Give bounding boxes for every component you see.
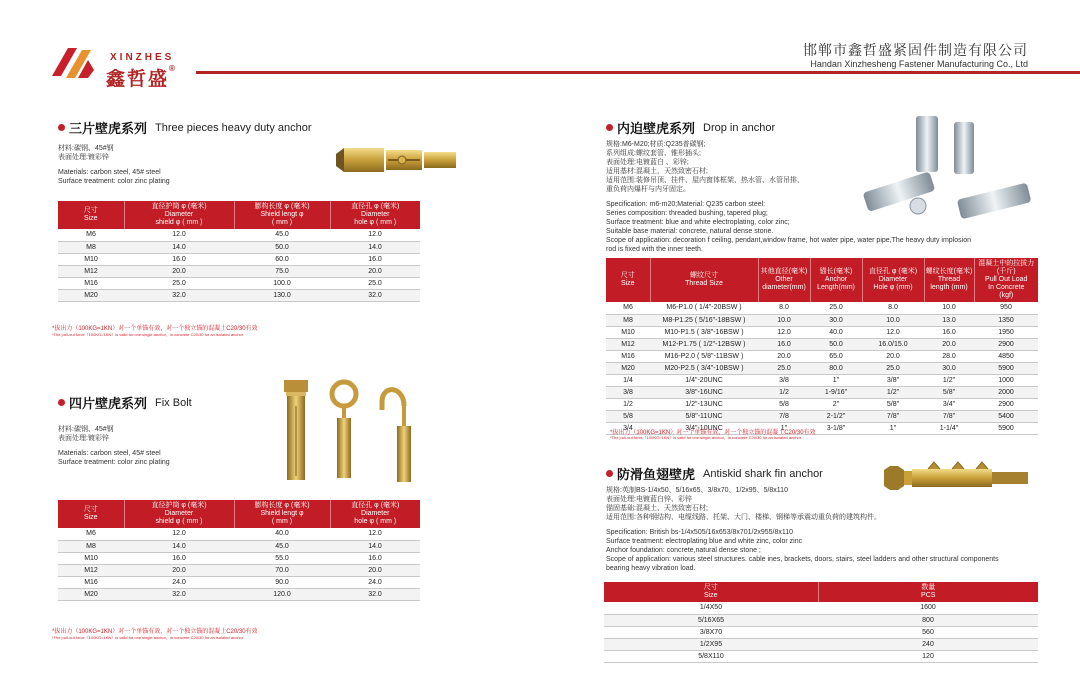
- table-cell: 14.0: [124, 241, 234, 253]
- drop-in-spec-table: [606, 258, 1038, 435]
- table-cell: M8-P1.25 ( 5/16"-18BSW ): [650, 314, 758, 326]
- table-cell: 800: [818, 614, 1038, 626]
- header-pcs: [818, 582, 1038, 602]
- table-cell: 45.0: [234, 540, 330, 552]
- table-cell: 12.0: [124, 229, 234, 241]
- table-cell: 2-1/2": [810, 410, 862, 422]
- table-cell: 10.0: [758, 314, 810, 326]
- section-title-en: Fix Bolt: [155, 396, 192, 409]
- registered-mark: ®: [169, 64, 177, 73]
- table-cell: M16: [606, 350, 650, 362]
- header-shield-length: [234, 201, 330, 229]
- text-line: 其他直径(毫米): [760, 268, 808, 275]
- bullet-icon: [58, 124, 65, 131]
- table-cell: 1/2: [758, 386, 810, 398]
- text-line: PCS: [921, 592, 936, 599]
- text-line: Anchor: [824, 276, 848, 283]
- header-other-diameter: [758, 258, 810, 302]
- table-cell: 16.0: [124, 253, 234, 265]
- desc-line: 系列组成:螺纹套管、锥形插头;: [606, 150, 701, 157]
- table-cell: 2900: [974, 398, 1038, 410]
- table-cell: 30.0: [924, 362, 974, 374]
- table-cell: 16.0: [330, 253, 420, 265]
- desc-line: Surface treatment: color zinc plating: [58, 459, 170, 466]
- table-cell: 30.0: [810, 314, 862, 326]
- text-line: 螺纹尺寸: [690, 272, 718, 279]
- desc-line: 材料:碳钢、45#钢: [58, 145, 114, 152]
- table-cell: 20.0: [330, 265, 420, 277]
- table-row: [606, 362, 1038, 374]
- table-cell: 5/16X65: [604, 614, 818, 626]
- text-line: Thread Size: [685, 280, 723, 287]
- text-line: Pull Out Load: [985, 276, 1028, 283]
- table-cell: 24.0: [330, 576, 420, 588]
- table-cell: 8.0: [758, 302, 810, 314]
- table-header-row: [58, 500, 420, 528]
- table-cell: 1": [758, 422, 810, 434]
- header-thread-length: [924, 258, 974, 302]
- section-title-cn: 内迫壁虎系列: [617, 121, 696, 136]
- table-row: [58, 576, 420, 588]
- table-cell: 14.0: [330, 540, 420, 552]
- table-cell: 16.0: [758, 338, 810, 350]
- text-line: 直径孔 φ (毫米): [351, 502, 400, 509]
- table-cell: 1000: [974, 374, 1038, 386]
- table-cell: 50.0: [810, 338, 862, 350]
- desc-line: Materials: carbon steel, 45# steel: [58, 169, 161, 176]
- table-cell: M8: [58, 241, 124, 253]
- table-cell: 25.0: [862, 362, 924, 374]
- table-row: [58, 564, 420, 576]
- pull-out-note-en: *The pull-out force（100KG=1KN）is valid for one single anchor，in concrete C20/30 for an isolated anchor: [610, 435, 802, 440]
- logo-latin-text: XINZHES: [110, 52, 175, 63]
- table-row: [58, 253, 420, 265]
- table-cell: 2000: [974, 386, 1038, 398]
- desc-line: 适用基材:混凝土，天然致密石材;: [606, 168, 708, 175]
- table-cell: 1/4"-20UNC: [650, 374, 758, 386]
- logo-chinese-text: 鑫哲盛®: [106, 64, 177, 90]
- table-row: [606, 374, 1038, 386]
- table-cell: 80.0: [810, 362, 862, 374]
- table-cell: 25.0: [330, 277, 420, 289]
- table-cell: 10.0: [924, 302, 974, 314]
- header-pull-out-load: [974, 258, 1038, 302]
- table-cell: 1-1/4": [924, 422, 974, 434]
- text-line: 尺寸: [83, 207, 98, 214]
- desc-line: 锚固基础:混凝土、天然致密石材;: [606, 505, 708, 512]
- table-cell: 7/8: [758, 410, 810, 422]
- table-cell: 1/2"-13UNC: [650, 398, 758, 410]
- table-cell: 2900: [974, 338, 1038, 350]
- company-name-english: Handan Xinzhesheng Fastener Manufacturing Co., Ltd: [810, 59, 1028, 69]
- desc-line: 表面处理:电镀蓝白 、彩锌;: [606, 159, 689, 166]
- table-cell: 20.0: [924, 338, 974, 350]
- desc-line: Specification: British bs-1/4x505/16x653/8x701/2x955/8x110: [606, 529, 794, 536]
- desc-line: 规格:M6-M20;材质:Q235普碳钢;: [606, 141, 706, 148]
- table-cell: 1": [810, 374, 862, 386]
- fix-bolt-spec-table: [58, 500, 420, 601]
- desc-line: Anchor foundation: concrete,natural dense stone ;: [606, 547, 761, 554]
- table-row: [604, 614, 1038, 626]
- text-line: 混凝土中的拉拔力(千斤): [978, 260, 1035, 275]
- company-logo-icon: [48, 42, 98, 84]
- text-line: Shield lengt φ: [260, 510, 304, 517]
- fix-bolt-anchors-image: [276, 376, 436, 496]
- header-thread-size: [650, 258, 758, 302]
- section-title-cn: 三片壁虎系列: [69, 121, 148, 136]
- table-cell: 2": [810, 398, 862, 410]
- table-row: [606, 314, 1038, 326]
- table-cell: M20: [58, 588, 124, 600]
- table-cell: 32.0: [124, 588, 234, 600]
- text-line: 直径孔 φ (毫米): [351, 203, 400, 210]
- table-cell: 8.0: [862, 302, 924, 314]
- table-cell: 20.0: [758, 350, 810, 362]
- table-row: [604, 602, 1038, 614]
- table-cell: 32.0: [330, 289, 420, 301]
- company-name-chinese: 邯郸市鑫哲盛紧固件制造有限公司: [803, 42, 1028, 58]
- table-cell: M12: [58, 564, 124, 576]
- table-cell: M6: [58, 528, 124, 540]
- header-diameter-shield: [124, 500, 234, 528]
- section-title-en: Drop in anchor: [703, 121, 776, 134]
- pull-out-note-cn: *拔出力（100KG=1KN）对一个单锚有效，对一个独立锚的混凝土C20/30有效: [52, 326, 258, 332]
- table-cell: 100.0: [234, 277, 330, 289]
- table-cell: 12.0: [862, 326, 924, 338]
- table-cell: 3/8X70: [604, 626, 818, 638]
- table-row: [606, 398, 1038, 410]
- text-line: 尺寸: [620, 272, 635, 279]
- table-cell: M10: [58, 552, 124, 564]
- table-header-row: [604, 582, 1038, 602]
- desc-line: Series composition: threaded bushing, tapered plug;: [606, 210, 768, 217]
- text-line: 螺纹长度(毫米): [925, 268, 973, 275]
- table-row: [58, 588, 420, 600]
- table-cell: 5/8: [606, 410, 650, 422]
- table-cell: 1/2": [924, 374, 974, 386]
- table-cell: 16.0/15.0: [862, 338, 924, 350]
- table-cell: 1950: [974, 326, 1038, 338]
- table-cell: 1/2: [606, 398, 650, 410]
- text-line: Size: [620, 280, 635, 287]
- table-cell: 70.0: [234, 564, 330, 576]
- header-diameter-hole: [330, 201, 420, 229]
- table-cell: 1-9/16": [810, 386, 862, 398]
- desc-line: Suitable base material: concrete, natural dense stone.: [606, 228, 774, 235]
- table-row: [58, 289, 420, 301]
- section-title-en: Three pieces heavy duty anchor: [155, 121, 312, 134]
- table-cell: 1600: [818, 602, 1038, 614]
- table-row: [606, 350, 1038, 362]
- header-size: [606, 258, 650, 302]
- table-cell: 32.0: [124, 289, 234, 301]
- table-cell: 5400: [974, 410, 1038, 422]
- table-cell: 28.0: [924, 350, 974, 362]
- text-line: hole φ ( mm ): [354, 219, 397, 226]
- table-cell: 16.0: [124, 552, 234, 564]
- text-line: length (mm): [930, 284, 968, 291]
- table-cell: 1/2X95: [604, 638, 818, 650]
- text-line: Diameter: [164, 510, 194, 517]
- table-cell: 950: [974, 302, 1038, 314]
- desc-line: 规格:英制BS-1/4x50、5/16x65、3/8x70、1/2x95、5/8x110: [606, 487, 788, 494]
- desc-line: Surface treatment: color zinc plating: [58, 178, 170, 185]
- drop-in-anchors-image: [858, 112, 1038, 222]
- text-line: ( mm ): [271, 219, 293, 226]
- text-line: Other: [775, 276, 793, 283]
- table-cell: M6: [606, 302, 650, 314]
- table-cell: 45.0: [234, 229, 330, 241]
- pull-out-note-cn: *拔出力（100KG=1KN）对一个单锚有效，对一个独立锚的混凝土C20/30有效: [52, 629, 258, 635]
- table-cell: 16.0: [330, 552, 420, 564]
- table-cell: 10.0: [862, 314, 924, 326]
- text-line: Hole φ (mm): [873, 284, 913, 291]
- desc-line: Specification: m6-m20;Material: Q235 carbon steel:: [606, 201, 766, 208]
- table-cell: 1/4X50: [604, 602, 818, 614]
- desc-line: bearing heavy vibration load.: [606, 565, 696, 572]
- desc-line: Scope of application: decoration f ceiling, pendant,window frame, hot water pipe, water pipe,The heavy duty implosion: [606, 237, 971, 244]
- table-cell: 24.0: [124, 576, 234, 588]
- header-anchor-length: [810, 258, 862, 302]
- table-cell: M20: [606, 362, 650, 374]
- table-cell: 3/4": [924, 398, 974, 410]
- table-cell: M10-P1.5 ( 3/8"-16BSW ): [650, 326, 758, 338]
- table-cell: 5/8"-11UNC: [650, 410, 758, 422]
- table-cell: 3/8"-16UNC: [650, 386, 758, 398]
- header-shield-length: [234, 500, 330, 528]
- table-cell: 120: [818, 650, 1038, 662]
- table-row: [58, 241, 420, 253]
- table-cell: 4850: [974, 350, 1038, 362]
- table-cell: 12.0: [758, 326, 810, 338]
- table-cell: 7/8": [924, 410, 974, 422]
- text-line: diameter(mm): [762, 284, 806, 291]
- table-cell: M16: [58, 277, 124, 289]
- header-size: [58, 500, 124, 528]
- table-cell: 32.0: [330, 588, 420, 600]
- table-cell: 25.0: [758, 362, 810, 374]
- text-line: Diameter: [164, 211, 194, 218]
- table-cell: 20.0: [124, 564, 234, 576]
- section-description: [58, 425, 170, 467]
- text-line: Diameter: [361, 510, 390, 517]
- table-cell: 3/8: [758, 374, 810, 386]
- text-line: Diameter: [878, 276, 908, 283]
- table-cell: M16: [58, 576, 124, 588]
- pull-out-note-en: *The pull-out force（100KG=1KN）is valid for one single anchor，in concrete C20/30 for an isolated anchor: [52, 332, 244, 337]
- table-cell: 12.0: [124, 528, 234, 540]
- table-cell: 16.0: [924, 326, 974, 338]
- text-line: 直径孔 φ (毫米): [868, 268, 918, 275]
- table-cell: 5/8": [924, 386, 974, 398]
- table-cell: 5900: [974, 362, 1038, 374]
- table-cell: 1350: [974, 314, 1038, 326]
- desc-line: Materials: carbon steel, 45# steel: [58, 450, 161, 457]
- shark-fin-spec-table: [604, 582, 1038, 663]
- table-cell: M16-P2.0 ( 5/8"-11BSW ): [650, 350, 758, 362]
- text-line: Size: [83, 215, 98, 222]
- section-title-cn: 四片壁虎系列: [69, 396, 148, 411]
- table-row: [606, 386, 1038, 398]
- desc-line: 重负荷内爆杆与内牙固定。: [606, 186, 690, 193]
- bullet-icon: [58, 399, 65, 406]
- text-line: 膨构长度 φ (毫米): [254, 502, 310, 509]
- text-line: 直径护筒 φ (毫米): [151, 203, 207, 210]
- text-line: shield φ ( mm ): [155, 518, 203, 525]
- table-cell: M8: [58, 540, 124, 552]
- table-cell: 14.0: [124, 540, 234, 552]
- table-cell: 3/8": [862, 374, 924, 386]
- desc-line: Surface treatment: blue and white electroplating, color zinc;: [606, 219, 790, 226]
- desc-line: 适用范围:装修吊顶、挂件、屋内窗体框架、热水管、水管吊排、: [606, 177, 804, 184]
- three-piece-anchor-image: [332, 140, 462, 180]
- table-row: [604, 638, 1038, 650]
- desc-line: 适用范围:各种钢结构、电缆线路、托架、大门、楼梯、钢梯等承震动重负荷的建筑构件。: [606, 514, 881, 521]
- text-line: Shield lengt φ: [260, 211, 304, 218]
- pull-out-note-cn: *拔出力（100KG=1KN）对一个单锚有效，对一个独立锚的混凝土C20/30有效: [610, 430, 816, 436]
- table-row: [58, 265, 420, 277]
- text-line: Diameter: [361, 211, 390, 218]
- header-divider: [196, 71, 1080, 74]
- table-row: [606, 302, 1038, 314]
- table-row: [606, 326, 1038, 338]
- desc-line: Surface treatment: electroplating blue and white zinc, color zinc: [606, 538, 803, 545]
- table-cell: M10: [606, 326, 650, 338]
- table-cell: 5/8X110: [604, 650, 818, 662]
- text-line: Length(mm): [817, 284, 855, 291]
- table-cell: 14.0: [330, 241, 420, 253]
- table-cell: 560: [818, 626, 1038, 638]
- table-row: [58, 528, 420, 540]
- section-title-cn: 防滑鱼翅壁虎: [617, 467, 696, 482]
- table-header-row: [606, 258, 1038, 302]
- table-cell: 20.0: [124, 265, 234, 277]
- table-cell: 12.0: [330, 229, 420, 241]
- text-line: 尺寸: [83, 506, 98, 513]
- text-line: 数量: [921, 584, 936, 591]
- table-cell: 5/8": [862, 398, 924, 410]
- three-pieces-spec-table: [58, 201, 420, 302]
- text-line: shield φ ( mm ): [155, 219, 203, 226]
- text-line: Size: [83, 514, 98, 521]
- table-cell: 20.0: [862, 350, 924, 362]
- table-cell: 3-1/8": [810, 422, 862, 434]
- text-line: Thread: [937, 276, 961, 283]
- table-cell: 240: [818, 638, 1038, 650]
- section-title-en: Antiskid shark fin anchor: [703, 467, 823, 480]
- bullet-icon: [606, 124, 613, 131]
- text-line: (kgf): [999, 292, 1014, 299]
- section-three-pieces-title: [58, 118, 312, 137]
- table-cell: 12.0: [330, 528, 420, 540]
- table-cell: 55.0: [234, 552, 330, 564]
- table-cell: 130.0: [234, 289, 330, 301]
- table-cell: 40.0: [810, 326, 862, 338]
- table-row: [604, 626, 1038, 638]
- table-cell: M12: [606, 338, 650, 350]
- table-cell: 60.0: [234, 253, 330, 265]
- desc-line: 表面处理:镀彩锌: [58, 435, 109, 442]
- table-cell: 90.0: [234, 576, 330, 588]
- text-line: 直径护筒 φ (毫米): [151, 502, 207, 509]
- table-header-row: [58, 201, 420, 229]
- section-fix-bolt-title: [58, 393, 192, 412]
- text-line: 膨构长度 φ (毫米): [254, 203, 310, 210]
- header-diameter-hole: [862, 258, 924, 302]
- table-cell: 7/8": [862, 410, 924, 422]
- table-cell: 13.0: [924, 314, 974, 326]
- table-cell: 50.0: [234, 241, 330, 253]
- table-cell: 40.0: [234, 528, 330, 540]
- bullet-icon: [606, 470, 613, 477]
- table-cell: M12: [58, 265, 124, 277]
- table-cell: 3/8: [606, 386, 650, 398]
- table-cell: 1/4: [606, 374, 650, 386]
- table-cell: 1": [862, 422, 924, 434]
- text-line: 锚长(毫米): [819, 268, 853, 275]
- header-diameter-hole: [330, 500, 420, 528]
- desc-line: 表面处理:电镀蓝白锌、彩锌: [606, 496, 692, 503]
- desc-line: 材料:碳钢、45#钢: [58, 426, 114, 433]
- table-cell: M6: [58, 229, 124, 241]
- text-line: 尺寸: [703, 584, 718, 591]
- table-cell: 120.0: [234, 588, 330, 600]
- table-row: [606, 338, 1038, 350]
- table-cell: 20.0: [330, 564, 420, 576]
- pull-out-note-en: *The pull-out force（100KG=1KN）is valid for one single anchor，in concrete C20/30 for an isolated anchor: [52, 635, 244, 640]
- section-drop-in-title: [606, 118, 775, 137]
- section-shark-fin-title: [606, 464, 823, 483]
- shark-fin-anchor-image: [882, 456, 1032, 502]
- table-cell: 25.0: [124, 277, 234, 289]
- table-cell: 5/8: [758, 398, 810, 410]
- table-row: [58, 229, 420, 241]
- text-line: Size: [703, 592, 718, 599]
- header-size: [604, 582, 818, 602]
- table-cell: M10: [58, 253, 124, 265]
- table-row: [58, 540, 420, 552]
- text-line: ( mm ): [271, 518, 293, 525]
- table-cell: M8: [606, 314, 650, 326]
- header-diameter-shield: [124, 201, 234, 229]
- table-row: [58, 277, 420, 289]
- section-description: [58, 144, 170, 186]
- table-cell: 1/2": [862, 386, 924, 398]
- table-cell: 25.0: [810, 302, 862, 314]
- desc-line: 表面处理:镀彩锌: [58, 154, 109, 161]
- table-row: [604, 650, 1038, 662]
- table-cell: 65.0: [810, 350, 862, 362]
- table-cell: M20: [58, 289, 124, 301]
- table-cell: 5900: [974, 422, 1038, 434]
- header-size: [58, 201, 124, 229]
- text-line: hole φ ( mm ): [354, 518, 397, 525]
- desc-line: Scope of application: various steel structures. cable ines, brackets, doors, stairs, steel ladders and other structural components: [606, 556, 999, 563]
- text-line: In Concrete: [988, 284, 1025, 291]
- table-cell: 3/4"-10UNC: [650, 422, 758, 434]
- table-cell: 75.0: [234, 265, 330, 277]
- table-row: [58, 552, 420, 564]
- table-cell: M12-P1.75 ( 1/2"-12BSW ): [650, 338, 758, 350]
- table-row: [606, 410, 1038, 422]
- desc-line: rod is fixed with the inner teeth.: [606, 246, 703, 253]
- table-cell: M20-P2.5 ( 3/4"-10BSW ): [650, 362, 758, 374]
- table-cell: M6-P1.0 ( 1/4"-20BSW ): [650, 302, 758, 314]
- table-cell: 3/4: [606, 422, 650, 434]
